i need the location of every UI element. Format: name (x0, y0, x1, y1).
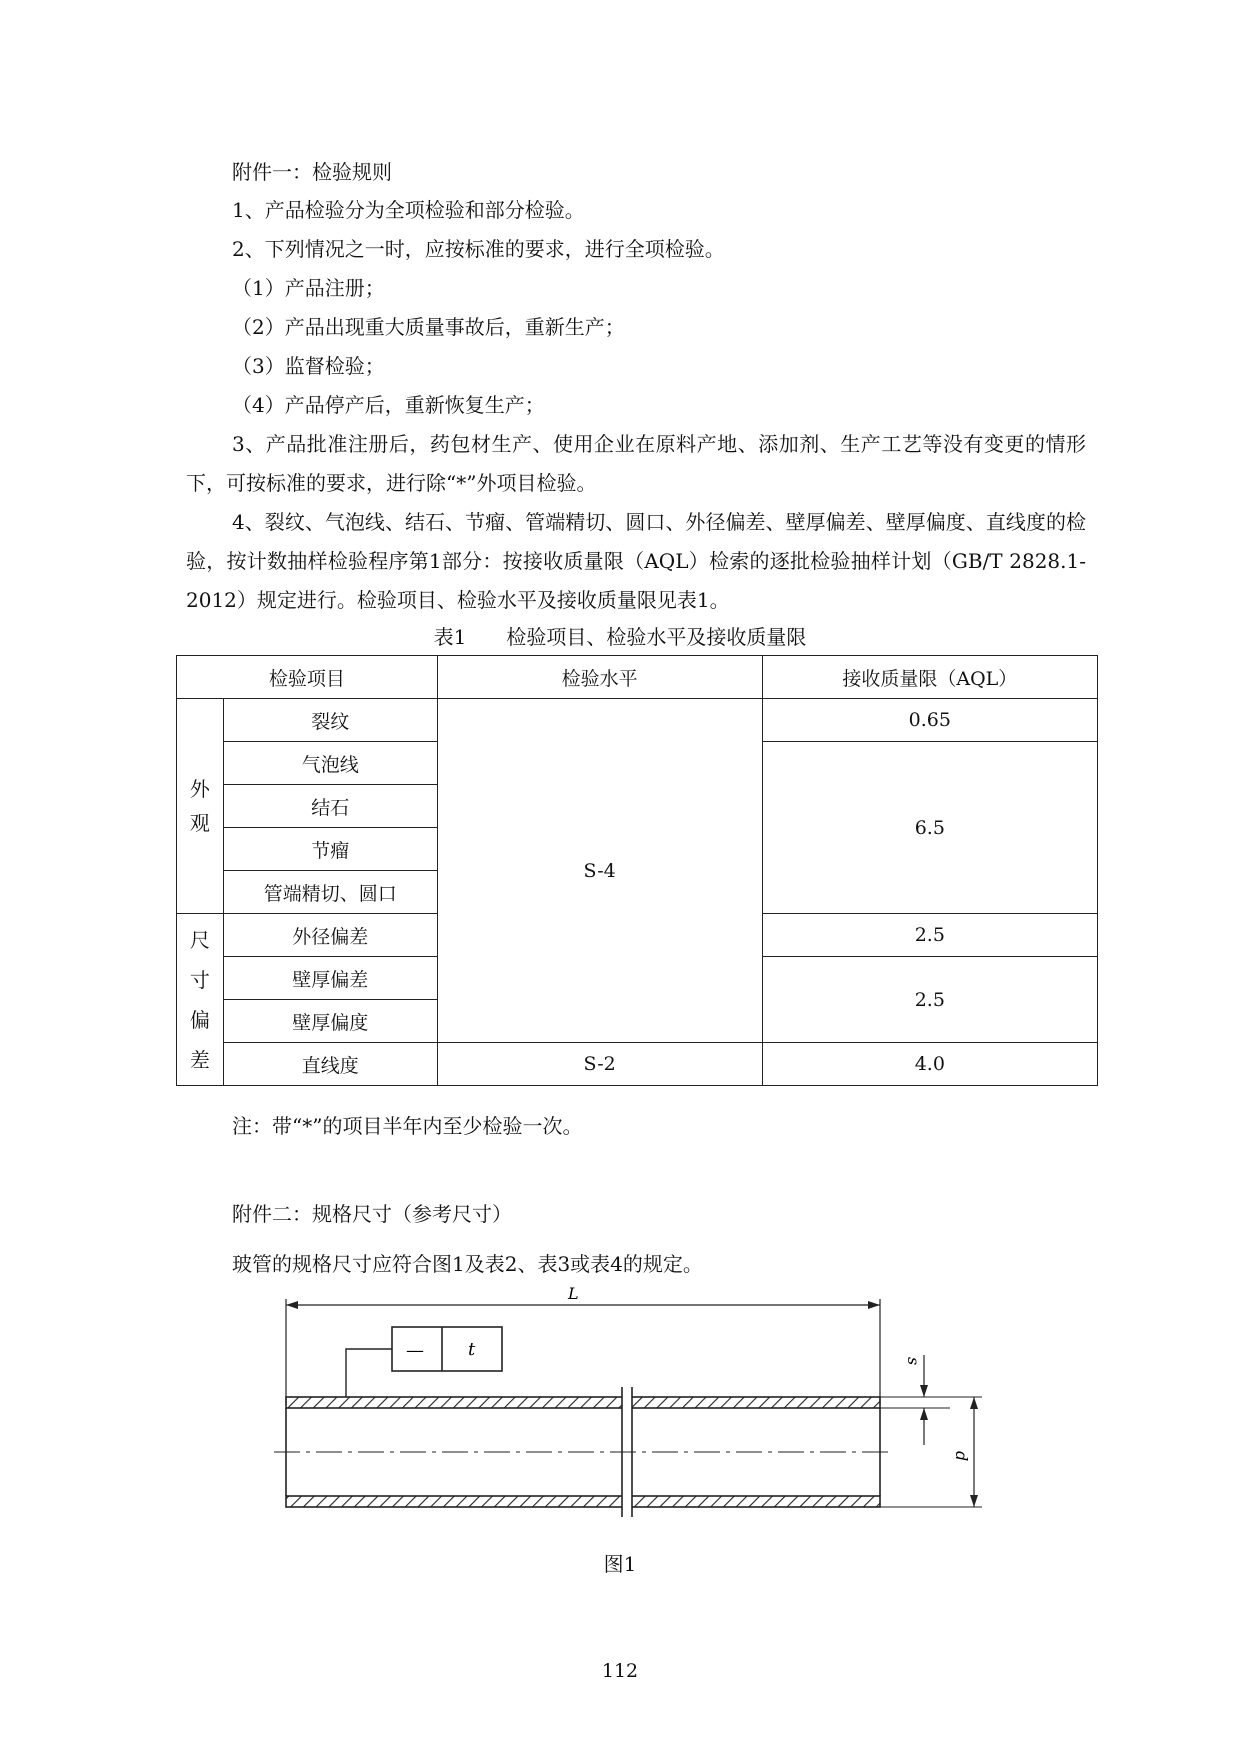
item-cell: 结石 (223, 785, 437, 828)
rule-2-item: （2）产品出现重大质量事故后，重新生产； (232, 315, 625, 339)
table-row (177, 699, 1098, 742)
item-cell: 壁厚偏度 (223, 1000, 437, 1043)
aql-cell: 6.5 (762, 742, 1097, 914)
item-cell: 裂纹 (223, 699, 437, 742)
annex2-title: 附件二：规格尺寸（参考尺寸） (232, 1202, 512, 1226)
table-header-row (177, 656, 1098, 699)
diameter-label: d (952, 1451, 971, 1462)
tube-wall-bottom (286, 1496, 880, 1507)
arrow-icon (970, 1495, 978, 1507)
item-cell: 直线度 (223, 1043, 437, 1086)
item-cell: 外径偏差 (223, 914, 437, 957)
item-cell: 节瘤 (223, 828, 437, 871)
rule-1: 1、产品检验分为全项检验和部分检验。 (232, 198, 585, 222)
annex2-intro: 玻管的规格尺寸应符合图1及表2、表3或表4的规定。 (232, 1252, 703, 1276)
rule-2-item: （1）产品注册； (232, 276, 385, 300)
arrow-icon (868, 1301, 880, 1309)
table1-note: 注：带“*”的项目半年内至少检验一次。 (232, 1114, 583, 1138)
inspection-table (176, 655, 1098, 1086)
arrow-icon (920, 1408, 928, 1420)
rule-3: 3、产品批准注册后，药包材生产、使用企业在原料产地、添加剂、生产工艺等没有变更的情形下，可按标准的要求，进行除“*”外项目检验。 (186, 432, 1086, 495)
aql-cell: 2.5 (762, 914, 1097, 957)
page-number: 112 (601, 1660, 639, 1682)
tube-drawing (270, 1285, 1010, 1545)
table1-caption: 表1 检验项目、检验水平及接收质量限 (433, 625, 807, 649)
rule-2: 2、下列情况之一时，应按标准的要求，进行全项检验。 (232, 237, 725, 261)
group-appearance-label: 外观 (189, 777, 210, 835)
tolerance-value: t (468, 1339, 476, 1360)
level-main: S-4 (437, 699, 762, 1043)
header-level: 检验水平 (437, 656, 762, 699)
tube-wall-top (286, 1397, 880, 1408)
length-label: L (568, 1285, 579, 1303)
arrow-icon (970, 1397, 978, 1409)
group-appearance (177, 699, 224, 914)
rule-2-item: （4）产品停产后，重新恢复生产； (232, 393, 545, 417)
annex1-title: 附件一：检验规则 (232, 160, 392, 184)
group-dimension (177, 914, 224, 1086)
tolerance-symbol: — (406, 1340, 424, 1361)
header-item: 检验项目 (177, 656, 438, 699)
aql-cell: 0.65 (762, 699, 1097, 742)
rule-4: 4、裂纹、气泡线、结石、节瘤、管端精切、圆口、外径偏差、壁厚偏差、壁厚偏度、直线度的检验，按计数抽样检验程序第1部分：按接收质量限（AQL）检索的逐批检验抽样计划（GB/T 2828.1-2012）规定进行。检验项目、检验水平及接收质量限见表1。 (186, 510, 1086, 612)
group-dimension-label: 尺寸偏差 (189, 927, 210, 1072)
table-row (177, 1043, 1098, 1086)
header-aql: 接收质量限（AQL） (762, 656, 1097, 699)
rule-2-item: （3）监督检验； (232, 354, 385, 378)
aql-cell: 4.0 (762, 1043, 1097, 1086)
item-cell: 管端精切、圆口 (223, 871, 437, 914)
arrow-icon (286, 1301, 298, 1309)
wall-label: s (904, 1357, 923, 1366)
figure1-caption: 图1 (603, 1552, 637, 1576)
item-cell: 气泡线 (223, 742, 437, 785)
level-straightness: S-2 (437, 1043, 762, 1086)
item-cell: 壁厚偏差 (223, 957, 437, 1000)
arrow-icon (920, 1385, 928, 1397)
leader-line (346, 1349, 392, 1397)
aql-cell: 2.5 (762, 957, 1097, 1043)
